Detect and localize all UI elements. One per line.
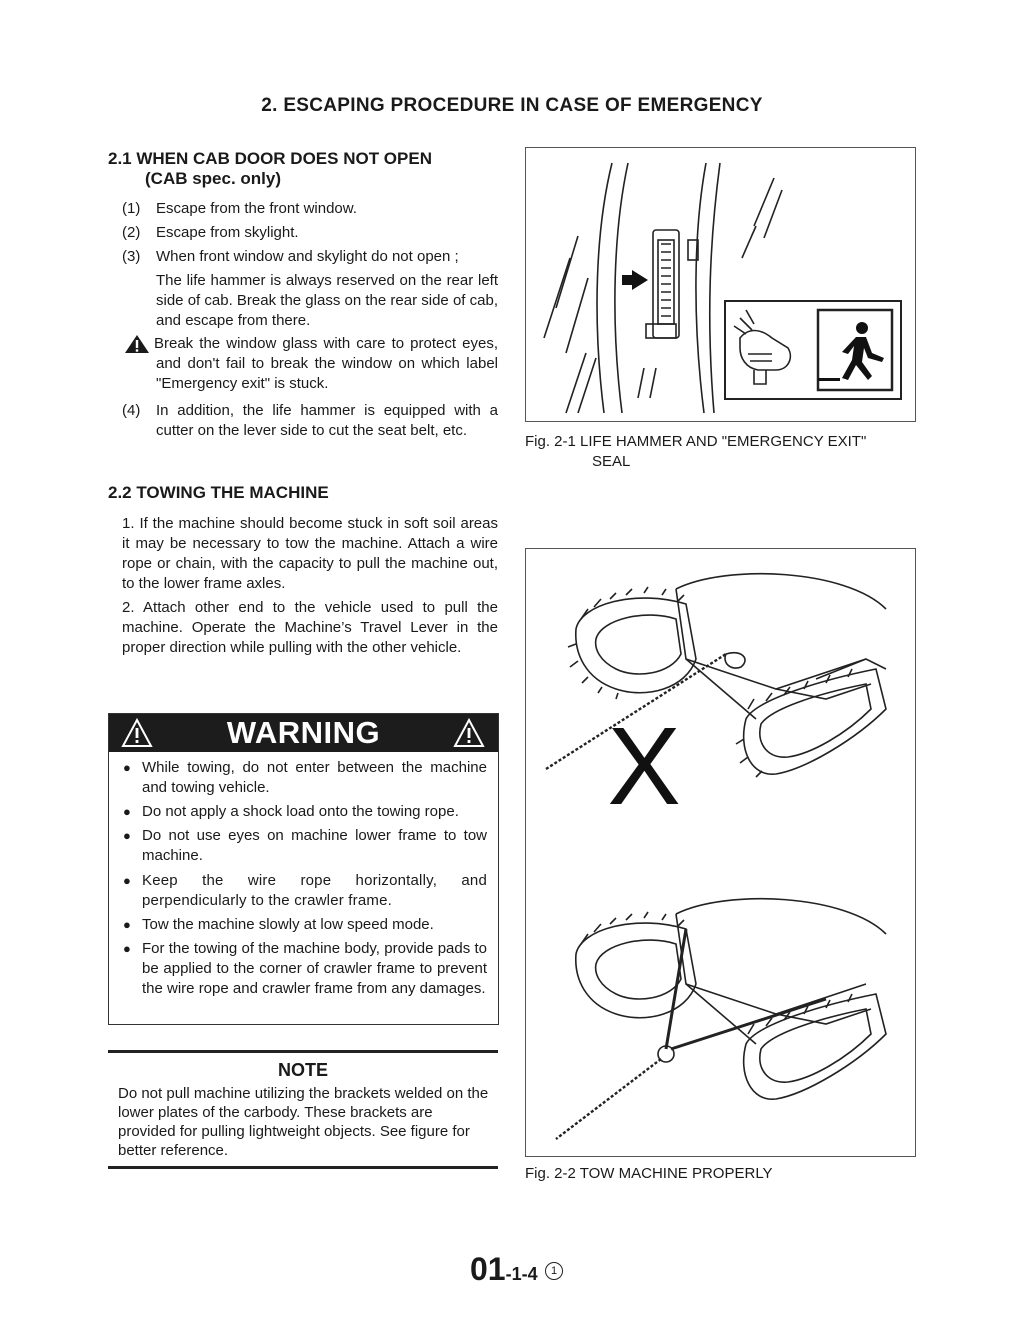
page-number bbox=[470, 1251, 563, 1288]
item-text: Escape from the front window. bbox=[156, 200, 357, 217]
warning-bullet: ● While towing, do not enter between the machine and towing vehicle. bbox=[123, 759, 487, 796]
note-text: Do not pull machine utilizing the brackets welded on the lower plates of the carbody. These brackets are provided for pulling lightweight objects. See figure for better reference. bbox=[118, 1085, 489, 1159]
page-number-main: 01 bbox=[470, 1251, 506, 1287]
note-bottom-rule bbox=[108, 1166, 498, 1169]
item-number: (3) bbox=[122, 248, 141, 265]
warning-bullet: ● For the towing of the machine body, provide pads to be applied to the corner of crawler frame to prevent the wire rope and crawler frame from any damages. bbox=[123, 940, 487, 997]
figure-life-hammer bbox=[525, 147, 916, 422]
list-item bbox=[122, 271, 498, 331]
item-number: (4) bbox=[122, 402, 141, 419]
item-number: (1) bbox=[122, 200, 141, 217]
section-heading-towing: 2.2 TOWING THE MACHINE bbox=[108, 483, 329, 502]
figure-tow-machine bbox=[525, 548, 916, 1157]
list-item bbox=[122, 199, 498, 219]
section-heading-cab-spec: (CAB spec. only) bbox=[145, 169, 282, 188]
step-number: 2. bbox=[122, 599, 135, 616]
note-title: NOTE bbox=[277, 1060, 328, 1080]
warning-bullet: ● Tow the machine slowly at low speed mode. bbox=[123, 916, 434, 933]
figure-caption-1-cont: SEAL bbox=[592, 453, 631, 470]
page-number-sub: -1-4 bbox=[505, 1264, 538, 1284]
step-text: If the machine should become stuck in soft soil areas it may be necessary to tow the machine. Attach a wire rope or chain, with the capacity to pull the machine out, to the lower frame axles. bbox=[122, 515, 498, 592]
item-text: Escape from skylight. bbox=[156, 224, 299, 241]
list-item bbox=[122, 247, 498, 267]
warning-bullet: ● Keep the wire rope horizontally, and perpendicularly to the crawler frame. bbox=[123, 872, 487, 909]
warning-bullet: ● Do not use eyes on machine lower frame to tow machine. bbox=[123, 827, 487, 864]
warning-bullet: ● Do not apply a shock load onto the towing rope. bbox=[123, 803, 459, 820]
warning-triangle-icon bbox=[453, 718, 485, 748]
warning-title: WARNING bbox=[226, 715, 381, 750]
tow-machine-illustration bbox=[526, 549, 915, 1156]
item-text: In addition, the life hammer is equipped with a cutter on the lever side to cut the seat belt, etc. bbox=[156, 402, 498, 439]
caution-note bbox=[124, 334, 498, 394]
item-number: (2) bbox=[122, 224, 141, 241]
revision-badge: 1 bbox=[545, 1262, 563, 1280]
life-hammer-illustration bbox=[526, 148, 915, 421]
step-number: 1. bbox=[122, 515, 135, 532]
figure-caption-2: Fig. 2-2 TOW MACHINE PROPERLY bbox=[525, 1165, 773, 1182]
caution-triangle-icon bbox=[124, 334, 150, 354]
wrong-x-mark: X bbox=[607, 705, 681, 828]
list-item bbox=[122, 401, 498, 441]
item-text: When front window and skylight do not open ; bbox=[156, 248, 459, 265]
warning-box bbox=[108, 713, 499, 1025]
section-heading-cab-door: 2.1 WHEN CAB DOOR DOES NOT OPEN bbox=[108, 149, 432, 168]
page-title: 2. ESCAPING PROCEDURE IN CASE OF EMERGENCY bbox=[261, 95, 763, 116]
list-item bbox=[122, 514, 498, 594]
item-text: The life hammer is always reserved on the rear left side of cab. Break the glass on the rear side of cab, and escape from there. bbox=[156, 272, 498, 329]
caution-text: Break the window glass with care to protect eyes, and don't fail to break the window on which label "Emergency exit" is stuck. bbox=[154, 335, 498, 392]
list-item bbox=[122, 223, 498, 243]
step-text: Attach other end to the vehicle used to pull the machine. Operate the Machine’s Travel Lever in the proper direction while pulling with the other vehicle. bbox=[122, 599, 498, 656]
warning-header bbox=[109, 714, 498, 752]
list-item bbox=[122, 598, 498, 658]
note-top-rule bbox=[108, 1050, 498, 1053]
figure-caption-1: Fig. 2-1 LIFE HAMMER AND "EMERGENCY EXIT" bbox=[525, 433, 867, 450]
